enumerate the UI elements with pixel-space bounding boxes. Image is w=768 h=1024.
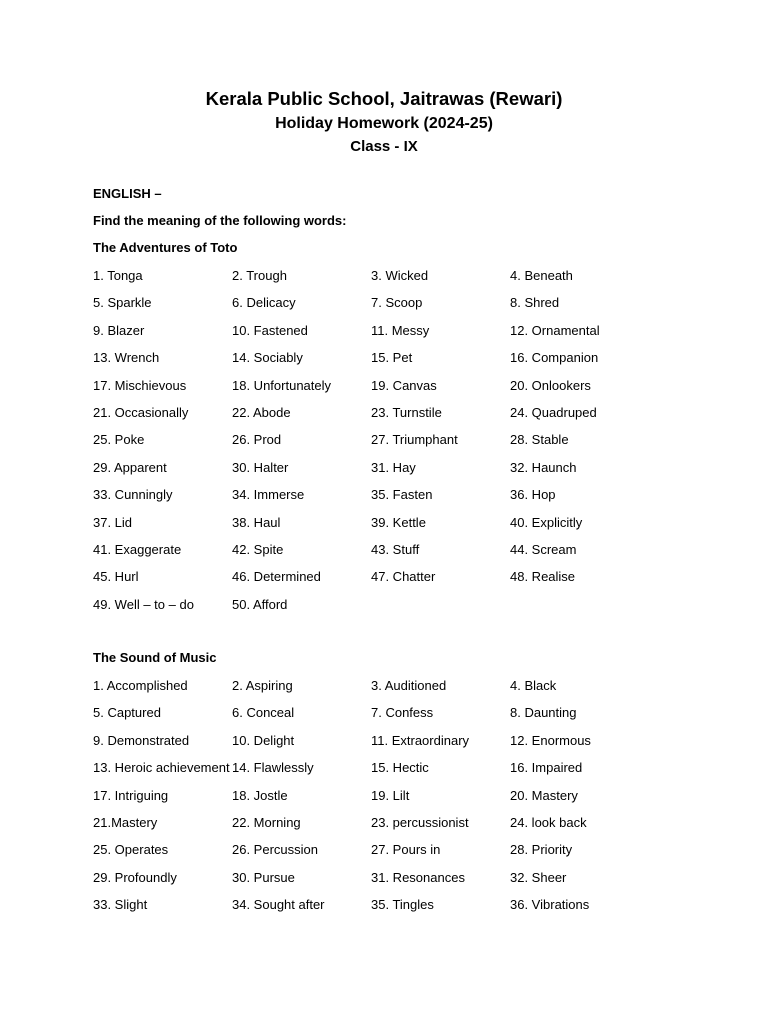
word-row: [93, 897, 693, 924]
instruction-text: Find the meaning of the following words:: [93, 213, 347, 228]
word-item: 7. Confess: [371, 705, 434, 721]
word-item: 20. Onlookers: [510, 377, 591, 393]
word-item: 16. Companion: [510, 350, 599, 366]
word-item: 28. Priority: [510, 842, 573, 858]
word-item: 15. Pet: [371, 350, 413, 366]
word-item: 10. Fastened: [232, 322, 308, 338]
word-item: 31. Resonances: [371, 869, 465, 885]
word-item: 20. Mastery: [510, 787, 578, 803]
word-row: [93, 597, 693, 624]
word-item: 3. Auditioned: [371, 678, 447, 693]
word-item: 2. Trough: [232, 268, 287, 283]
word-item: 26. Prod: [232, 432, 282, 448]
word-row: [93, 705, 693, 732]
word-row: [93, 678, 693, 705]
word-grid-toto: [93, 268, 693, 624]
word-item: 39. Kettle: [371, 514, 426, 530]
word-item: 2. Aspiring: [232, 678, 293, 693]
word-item: 25. Operates: [93, 842, 169, 858]
word-item: 29. Apparent: [93, 459, 167, 475]
word-row: [93, 842, 693, 869]
word-item: 10. Delight: [232, 732, 295, 748]
word-item: 32. Sheer: [510, 869, 567, 885]
word-item: 26. Percussion: [232, 842, 318, 858]
word-item: 24. Quadruped: [510, 404, 597, 420]
word-item: 29. Profoundly: [93, 869, 177, 885]
word-item: 3. Wicked: [371, 268, 429, 283]
word-item: 12. Ornamental: [510, 322, 600, 338]
word-item: 48. Realise: [510, 569, 576, 585]
word-row: [93, 268, 693, 295]
word-item: 5. Sparkle: [93, 295, 152, 311]
word-item: 22. Morning: [232, 814, 301, 830]
word-item: 11. Messy: [371, 322, 430, 338]
word-row: [93, 515, 693, 542]
homework-title: Holiday Homework (2024-25): [275, 115, 493, 132]
word-item: 31. Hay: [371, 459, 416, 475]
word-item: 6. Delicacy: [232, 295, 296, 311]
word-item: 18. Jostle: [232, 787, 288, 803]
word-item: 33. Cunningly: [93, 487, 173, 503]
word-row: [93, 460, 693, 487]
word-item: 18. Unfortunately: [232, 377, 332, 393]
word-item: 9. Demonstrated: [93, 732, 190, 748]
word-item: 17. Intriguing: [93, 787, 169, 803]
word-item: 41. Exaggerate: [93, 541, 182, 557]
word-item: 50. Afford: [232, 596, 288, 612]
word-row: [93, 569, 693, 596]
word-row: [93, 378, 693, 405]
word-row: [93, 815, 693, 842]
word-row: [93, 542, 693, 569]
word-item: 21. Occasionally: [93, 404, 189, 420]
word-item: 19. Lilt: [371, 787, 410, 803]
word-item: 13. Heroic achievement: [93, 760, 230, 776]
word-item: 36. Hop: [510, 487, 556, 503]
word-row: [93, 350, 693, 377]
class-title: Class - IX: [350, 138, 418, 155]
word-item: 7. Scoop: [371, 295, 423, 311]
word-item: 16. Impaired: [510, 760, 583, 776]
word-item: 40. Explicitly: [510, 514, 583, 530]
word-row: [93, 487, 693, 514]
word-item: 44. Scream: [510, 541, 577, 557]
word-item: 27. Triumphant: [371, 432, 458, 448]
word-item: 49. Well – to – do: [93, 596, 194, 612]
word-grid-sound-of-music: [93, 678, 693, 925]
word-item: 9. Blazer: [93, 322, 145, 338]
word-item: 14. Flawlessly: [232, 760, 314, 776]
word-item: 36. Vibrations: [510, 897, 590, 913]
word-item: 1. Accomplished: [93, 678, 188, 693]
word-item: 14. Sociably: [232, 350, 303, 366]
word-item: 35. Tingles: [371, 897, 434, 913]
word-item: 27. Pours in: [371, 842, 441, 858]
word-item: 21.Mastery: [93, 814, 158, 830]
word-item: 23. Turnstile: [371, 404, 442, 420]
subject-heading: ENGLISH –: [93, 186, 162, 201]
word-item: 23. percussionist: [371, 814, 469, 830]
school-name: Kerala Public School, Jaitrawas (Rewari): [205, 88, 563, 109]
word-item: 32. Haunch: [510, 459, 577, 475]
word-item: 45. Hurl: [93, 569, 139, 585]
word-item: 35. Fasten: [371, 487, 433, 503]
word-item: 38. Haul: [232, 514, 281, 530]
section-title-sound-of-music: The Sound of Music: [93, 650, 217, 665]
word-row: [93, 733, 693, 760]
word-row: [93, 760, 693, 787]
word-row: [93, 323, 693, 350]
word-item: 1. Tonga: [93, 268, 143, 283]
word-row: [93, 870, 693, 897]
word-item: 4. Beneath: [510, 268, 573, 283]
word-item: 37. Lid: [93, 514, 133, 530]
word-row: [93, 432, 693, 459]
section-title-toto: The Adventures of Toto: [93, 240, 238, 255]
word-item: 42. Spite: [232, 541, 284, 557]
word-item: 25. Poke: [93, 432, 145, 448]
word-item: 8. Daunting: [510, 705, 577, 721]
word-item: 13. Wrench: [93, 350, 160, 366]
word-row: [93, 788, 693, 815]
word-item: 6. Conceal: [232, 705, 295, 721]
word-item: 46. Determined: [232, 569, 321, 585]
word-item: 47. Chatter: [371, 569, 436, 585]
word-item: 15. Hectic: [371, 760, 429, 776]
word-item: 24. look back: [510, 814, 587, 830]
word-item: 22. Abode: [232, 404, 291, 420]
word-item: 34. Sought after: [232, 897, 325, 913]
word-item: 19. Canvas: [371, 377, 437, 393]
word-item: 30. Halter: [232, 459, 289, 475]
word-item: 5. Captured: [93, 705, 161, 721]
word-item: 34. Immerse: [232, 487, 305, 503]
word-row: [93, 405, 693, 432]
word-item: 30. Pursue: [232, 869, 295, 885]
word-item: 33. Slight: [93, 897, 148, 913]
word-item: 28. Stable: [510, 432, 569, 448]
word-item: 12. Enormous: [510, 732, 591, 748]
word-item: 11. Extraordinary: [371, 732, 470, 748]
word-row: [93, 295, 693, 322]
word-item: 43. Stuff: [371, 541, 420, 557]
word-item: 17. Mischievous: [93, 377, 187, 393]
word-item: 8. Shred: [510, 295, 560, 311]
word-item: 4. Black: [510, 678, 557, 693]
